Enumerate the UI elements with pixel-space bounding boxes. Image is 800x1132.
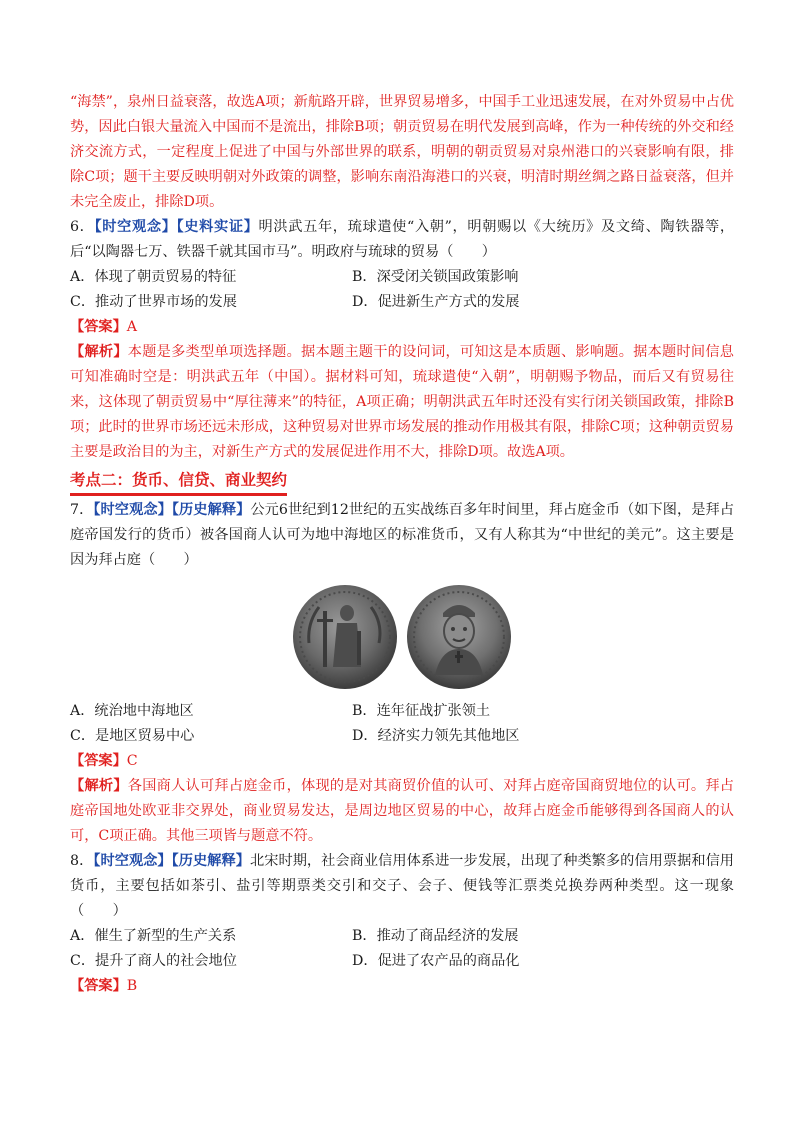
document-page [70, 90, 734, 999]
coin-obverse-icon [405, 583, 513, 691]
explanation-text: 各国商人认可拜占庭金币，体现的是对其商贸价值的认可、对拜占庭帝国商贸地位的认可。拜占庭帝国地处欧亚非交界处，商业贸易发达，是周边地区贸易的中心，故拜占庭金币能够得到各国商人的认可，C项正确。其他三项皆与题意不符。 [70, 778, 734, 844]
option-a: A．统治地中海地区 [70, 703, 194, 719]
answer-value: A [126, 319, 138, 335]
question-number: 8． [70, 853, 94, 869]
option-c: C．推动了世界市场的发展 [70, 294, 237, 310]
question-6-explanation [70, 340, 734, 465]
question-text: 北宋时期，社会商业信用体系进一步发展，出现了种类繁多的信用票据和信用货币，主要包括如茶引、盐引等期票类交引和交子、会子、便钱等汇票类兑换券两种类型。这一现象（ ） [70, 853, 734, 919]
byzantine-coin-image [70, 583, 734, 691]
explanation-label: 【解析】 [70, 344, 128, 360]
tag-spacetime: 【时空观念】 [93, 502, 172, 518]
tag-interpretation: 【历史解释】 [171, 853, 250, 869]
question-6-stem [70, 215, 734, 265]
question-6-options [70, 265, 734, 315]
question-7-options [70, 699, 734, 749]
question-8-answer [70, 974, 734, 999]
question-7-stem [70, 498, 734, 573]
option-b: B．推动了商品经济的发展 [352, 928, 519, 944]
option-d: D．经济实力领先其他地区 [352, 728, 520, 744]
question-8-stem [70, 849, 734, 924]
answer-value: B [126, 978, 138, 994]
question-6-answer [70, 315, 734, 340]
tag-spacetime: 【时空观念】 [94, 219, 177, 235]
question-text: 公元6世纪到12世纪的五实战练百多年时间里，拜占庭金币（如下图，是拜占庭帝国发行的货币）被各国商人认可为地中海地区的标准货币，又有人称其为“中世纪的美元”。这主要是因为拜占庭（ ） [70, 502, 735, 568]
question-7-explanation [70, 774, 734, 849]
explanation-text: 本题是多类型单项选择题。据本题主题干的设问词，可知这是本质题、影响题。据本题时间信息可知准确时空是：明洪武五年（中国）。据材料可知，琉球遣使“入朝”，明朝赐予物品，而后又有贸易往来，这体现了朝贡贸易中“厚往薄来”的特征，A项正确；明朝洪武五年时还没有实行闭关锁国政策，排除B项；此时的世界市场还远未形成，这种贸易对世界市场发展的推动作用极其有限，排除C项；这种朝贡贸易主要是政治目的为主，对新生产方式的发展促进作用不大，排除D项。故选A项。 [70, 344, 734, 460]
section-heading: 考点二：货币、信贷、商业契约 [70, 467, 287, 496]
answer-value: C [126, 753, 138, 769]
option-d: D．促进了农产品的商品化 [352, 953, 520, 969]
answer-label: 【答案】 [70, 319, 127, 335]
question-number: 7． [70, 502, 94, 518]
coin-reverse-icon [291, 583, 399, 691]
option-a: A．体现了朝贡贸易的特征 [70, 269, 237, 285]
previous-explanation: “海禁”，泉州日益衰落，故选A项；新航路开辟，世界贸易增多，中国手工业迅速发展，在对外贸易中占优势，因此白银大量流入中国而不是流出，排除B项；朝贡贸易在明代发展到高峰，作为一种传统的外交和经济交流方式，一定程度上促进了中国与外部世界的联系，明朝的朝贡贸易对泉州港口的兴衰影响有限，排除C项；题干主要反映明朝对外政策的调整，影响东南沿海港口的兴衰，明清时期丝绸之路日益衰落，但并未完全废止，排除D项。 [70, 94, 734, 210]
option-a: A．催生了新型的生产关系 [70, 928, 237, 944]
option-b: B．连年征战扩张领土 [352, 703, 491, 719]
tag-interpretation: 【历史解释】 [171, 502, 251, 518]
option-d: D．促进新生产方式的发展 [352, 294, 520, 310]
answer-label: 【答案】 [70, 753, 127, 769]
explanation-label: 【解析】 [70, 778, 128, 794]
option-c: C．提升了商人的社会地位 [70, 953, 237, 969]
question-number: 6． [70, 219, 95, 235]
answer-label: 【答案】 [70, 978, 127, 994]
option-c: C．是地区贸易中心 [70, 728, 195, 744]
tag-evidence: 【史料实证】 [176, 219, 259, 235]
question-8-options [70, 924, 734, 974]
tag-spacetime: 【时空观念】 [93, 853, 172, 869]
question-7-answer [70, 749, 734, 774]
question-text: 明洪武五年，琉球遣使“入朝”，明朝赐以《大统历》及文绮、陶铁器等，后“以陶器七万、铁器千就其国市马”。明政府与琉球的贸易（ ） [70, 219, 735, 260]
option-b: B．深受闭关锁国政策影响 [352, 269, 519, 285]
